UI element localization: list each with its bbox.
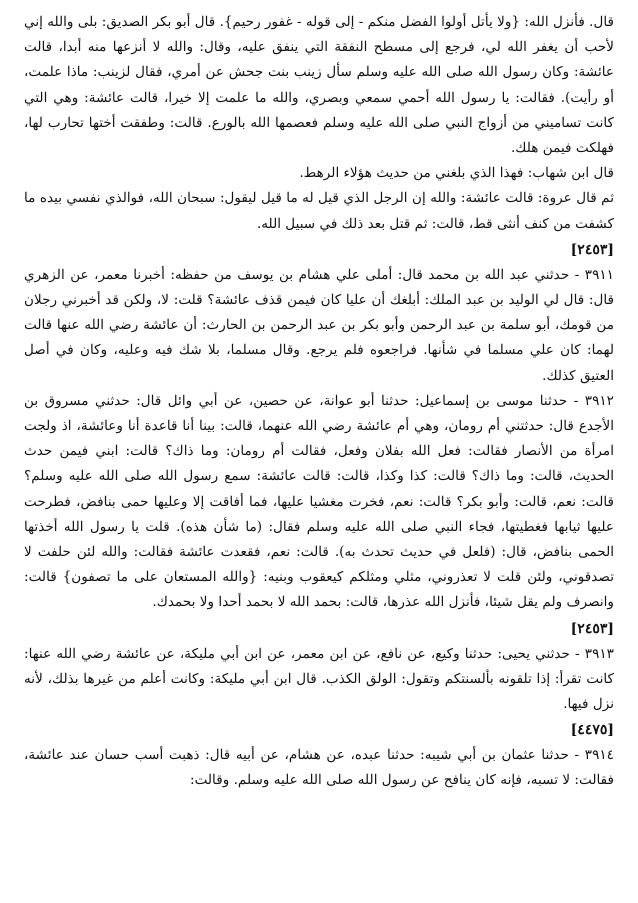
cross-reference: [٢٤٥٣]: [570, 620, 614, 637]
cross-reference: [٤٤٧٥]: [570, 722, 614, 739]
hadith-3914: ٣٩١٤ - حدثنا عثمان بن أبي شيبه: حدثنا عبده، عن هشام، عن أبيه قال: ذهبت أسب حسان عند عائشة، فقالت: لا تسبه، فإنه كان ينافح عن رسول الله صلى الله عليه وسلم. وقالت:: [24, 747, 614, 789]
cross-reference: [٢٤٥٣]: [570, 241, 614, 258]
paragraph-ibn-shihab: قال ابن شهاب: فهذا الذي بلغني من حديث هؤلاء الرهط.: [299, 165, 614, 182]
hadith-3913: ٣٩١٣ - حدثني يحيى: حدثنا وكيع، عن نافع، عن ابن معمر، عن ابن أبي مليكة، عن عائشة رضي الله عنها: كانت تقرأ: إذا تلقونه بألسنتكم وتقول: الولق الكذب. قال ابن أبي مليكة: وكانت أعلم من غيرها بذلك، لأنه نزل فيها.: [24, 645, 614, 713]
hadith-3911: ٣٩١١ - حدثني عبد الله بن محمد قال: أملى علي هشام بن يوسف من حفظه: أخبرنا معمر، عن الزهري قال: قال لي الوليد بن عبد الملك: أبلغك أن عليا كان فيمن قذف عائشة؟ قلت: لا، ولكن قد أخبرني رجلان من قومك، أبو سلمة بن عبد الرحمن وأبو بكر بن عبد الرحمن بن الحارث: أن عائشة رضي الله عنها قالت لهما: كان علي مسلما في شأنها. فراجعوه فلم يرجع. وقال مسلما، بلا شك فيه وعليه، وكان في أصل العتيق كذلك.: [24, 266, 614, 384]
paragraph-urwa: ثم قال عروة: قالت عائشة: والله إن الرجل الذي قيل له ما قيل ليقول: سبحان الله، فوالذي نفسي بيده ما كشفت من كنف أنثى قط، قالت: ثم قتل بعد ذلك في سبيل الله.: [24, 190, 614, 232]
paragraph-ifk-1: قال. فأنزل الله: {ولا يأتل أولوا الفضل منكم - إلى قوله - غفور رحيم}. قال أبو بكر الصديق: بلى والله إني لأحب أن يغفر الله لي، فرجع إلى مسطح النفقة التي ينفق عليه، وقال: والله لا أنزعها منه أبدا، قالت عائشة: وكان رسول الله صلى الله عليه وسلم سأل زينب بنت جحش عن أمري، فقال لزينب: ماذا علمت، أو رأيت). فقالت: يا رسول الله أحمي سمعي وبصري، والله ما علمت إلا خيرا، قالت عائشة: وهي التي كانت تساميني من أزواج النبي صلى الله عليه وسلم فعصمها الله بالورع. قالت: وطفقت أختها تحارب لها، فهلكت فيمن هلك.: [24, 14, 614, 157]
hadith-3912: ٣٩١٢ - حدثنا موسى بن إسماعيل: حدثنا أبو عوانة، عن حصين، عن أبي وائل قال: حدثني مسروق بن الأجدع قال: حدثتني أم رومان، وهي أم عائشة رضي الله عنهما، قالت: بينا أنا قاعدة أنا وعائشة، اذ ولجت امرأة من الأنصار فقالت: فعل الله بفلان وفعل، فقالت أم رومان: وما ذاك؟ قالت: ابني فيمن حدث الحديث، قالت: وما ذاك؟ قالت: كذا وكذا، قالت: قالت عائشة: سمع رسول الله صلى الله عليه وسلم؟ قالت: نعم، قالت: وأبو بكر؟ قالت: نعم، فخرت مغشيا عليها، فما أفاقت إلا وعليها حمى بنافض، فطرحت عليها ثيابها فغطيتها، فجاء النبي صلى الله عليه وسلم فقال: (ما شأن هذه). قلت يا رسول الله أخذتها الحمى بنافض، قال: (فلعل في حديث تحدث به). قالت: نعم، فقعدت عائشة فقالت: والله لئن حلفت لا تصدقوني، ولئن قلت لا تعذروني، مثلي ومثلكم كيعقوب وبنيه: {والله المستعان على ما تصفون} قالت: وانصرف ولم يقل شيئا، فأنزل الله عذرها، قالت: بحمد الله لا بحمد أحدا ولا بحمدك.: [24, 392, 614, 611]
